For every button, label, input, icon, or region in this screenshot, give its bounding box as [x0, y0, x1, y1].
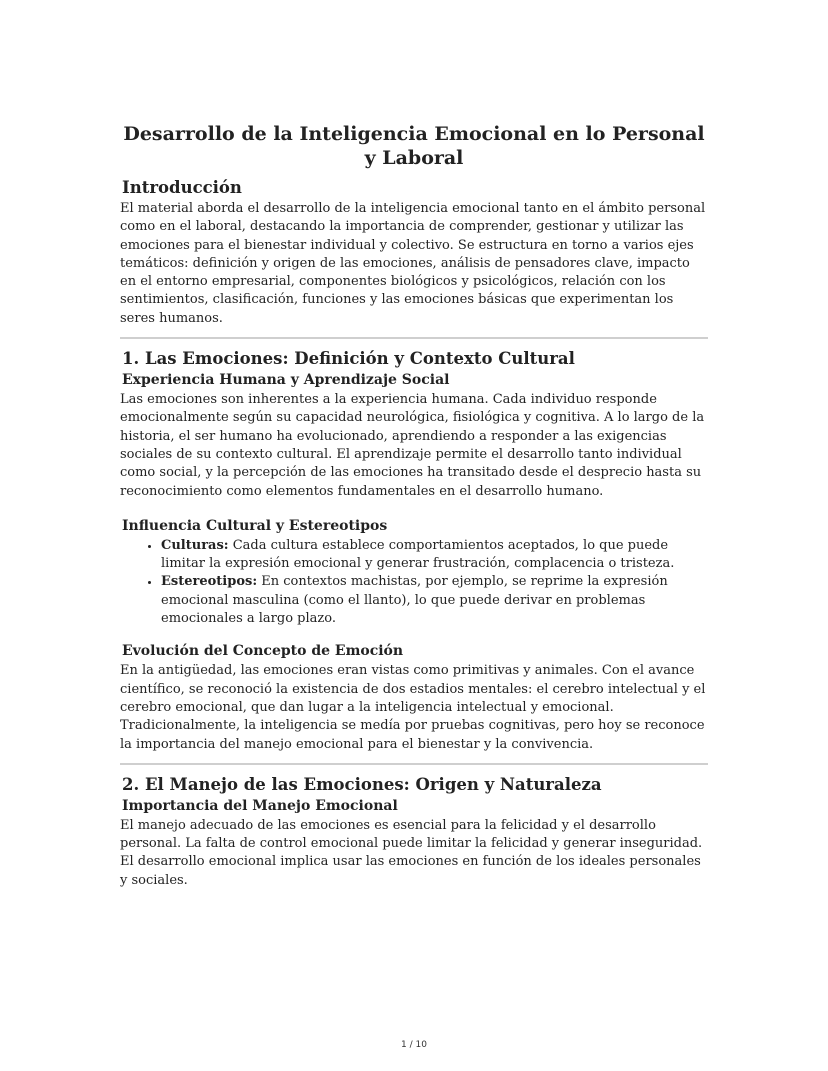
spacer — [120, 628, 708, 642]
bullet-text: Cada cultura establece comportamientos aceptados, lo que puede limitar la expresión emocional y generar frustración, complacencia o tristeza. — [161, 537, 675, 572]
section-1-heading: 1. Las Emociones: Definición y Contexto Cultural — [122, 349, 575, 369]
bullet-term: Estereotipos: — [161, 574, 258, 590]
section-1-sub-3-heading: Evolución del Concepto de Emoción — [122, 643, 404, 660]
list-item — [161, 573, 708, 628]
bullet-term: Culturas: — [161, 537, 229, 553]
section-1-sub-1-heading: Experiencia Humana y Aprendizaje Social — [122, 372, 450, 389]
document-title: Desarrollo de la Inteligencia Emocional en lo Personal y Laboral — [123, 123, 705, 169]
intro-heading: Introducción — [122, 178, 242, 197]
document-page — [120, 122, 708, 890]
section-1-sub-1-paragraph: Las emociones son inherentes a la experiencia humana. Cada individuo responde emocionalmente según su capacidad neurológica, fisiológica y cognitiva. A lo largo de la historia, el ser humano ha evolucionado, aprendiendo a responder a las exigencias sociales de su contexto cultural. El aprendizaje permite el desarrollo tanto individual como social, y la percepción de las emociones ha transitado desde el desprecio hasta su reconocimiento como elementos fundamentales en el desarrollo humano. — [120, 392, 705, 499]
spacer — [120, 501, 708, 517]
intro-paragraph: El material aborda el desarrollo de la inteligencia emocional tanto en el ámbito personal como en el laboral, destacando la importancia de comprender, gestionar y utilizar las emociones para el bienestar individual y colectivo. Se estructura en torno a varios ejes temáticos: definición y origen de las emociones, análisis de pensadores clave, impacto en el entorno empresarial, componentes biológicos y psicológicos, relación con los sentimientos, clasificación, funciones y las emociones básicas que experimentan los seres humanos. — [120, 201, 706, 326]
section-divider — [120, 763, 708, 765]
list-item — [161, 537, 708, 574]
section-2-sub-1-heading: Importancia del Manejo Emocional — [122, 797, 398, 814]
bullet-list — [120, 537, 708, 628]
section-1-sub-3-paragraph: En la antigüedad, las emociones eran vistas como primitivas y animales. Con el avance científico, se reconoció la existencia de dos estadios mentales: el cerebro intelectual y el cerebro emocional, que dan lugar a la inteligencia intelectual y emocional. Tradicionalmente, la inteligencia se medía por pruebas cognitivas, pero hoy se reconoce la importancia del manejo emocional para el bienestar y la convivencia. — [120, 663, 706, 752]
section-2-heading: 2. El Manejo de las Emociones: Origen y Naturaleza — [122, 774, 602, 794]
bullet-text: En contextos machistas, por ejemplo, se reprime la expresión emocional masculina (como el llanto), lo que puede derivar en problemas emocionales a largo plazo. — [161, 574, 668, 627]
section-2-sub-1-paragraph: El manejo adecuado de las emociones es esencial para la felicidad y el desarrollo personal. La falta de control emocional puede limitar la felicidad y generar inseguridad. El desarrollo emocional implica usar las emociones en función de los ideales personales y sociales. — [120, 817, 703, 888]
section-divider — [120, 337, 708, 339]
page-indicator: 1 / 10 — [401, 1040, 427, 1050]
section-1-sub-2-heading: Influencia Cultural y Estereotipos — [122, 517, 388, 534]
